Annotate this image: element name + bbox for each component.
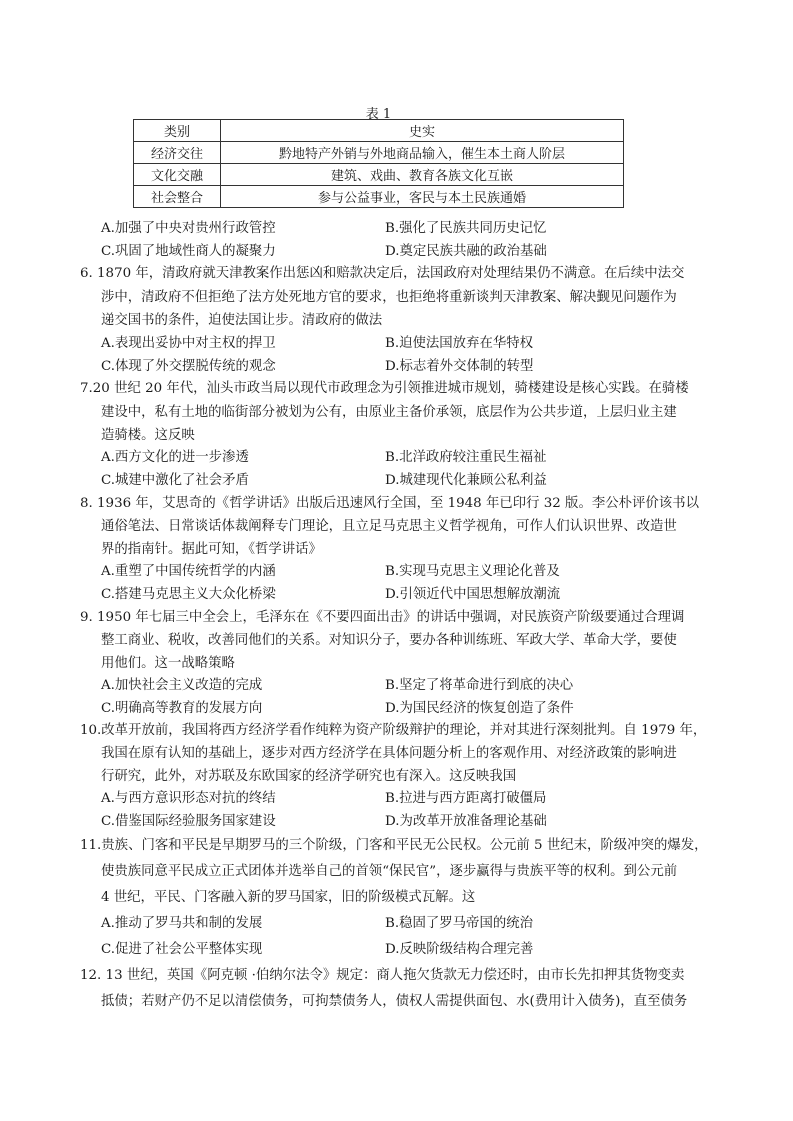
q10-option-a: A.与西方意识形态对抗的终结 (101, 791, 276, 806)
q7-option-a: A.西方文化的进一步渗透 (101, 450, 249, 465)
q6-stem-line: 递交国书的条件，迫使法国让步。清政府的做法 (101, 313, 383, 328)
q6-option-b: B.迫使法国放弃在华特权 (385, 336, 534, 351)
q11-option-d: D.反映阶级结构合理完善 (385, 942, 534, 957)
q10-stem-line: 10.改革开放前，我国将西方经济学看作纯粹为资产阶级辩护的理论，并对其进行深刻批判。自 1979 年， (80, 723, 707, 738)
q11-option-a: A.推动了罗马共和制的发展 (101, 916, 263, 931)
table-cell: 社会整合 (134, 186, 221, 208)
q8-stem-line: 界的指南针。据此可知，《哲学讲话》 (101, 542, 322, 557)
q9-option-a: A.加快社会主义改造的完成 (101, 678, 263, 693)
q10-option-d: D.为改革开放准备理论基础 (385, 814, 547, 829)
q6-stem-line: 涉中，清政府不但拒绝了法方处死地方官的要求，也拒绝将重新谈判天津教案、解决觐见问题作为 (101, 290, 677, 305)
q10-option-b: B.拉进与西方距离打破僵局 (385, 791, 547, 806)
table-cell: 文化交融 (134, 164, 221, 186)
q8-stem-line: 8. 1936 年，艾思奇的《哲学讲话》出版后迅速风行全国，至 1948 年已印行 32 版。李公朴评价该书以 (80, 496, 699, 511)
q8-option-a: A.重塑了中国传统哲学的内涵 (101, 564, 276, 579)
table-header-category: 类别 (134, 120, 221, 142)
q11-option-c: C.促进了社会公平整体实现 (101, 942, 263, 957)
q11-stem-line: 使贵族同意平民成立正式团体并选举自己的首领“保民官”，逐步赢得与贵族平等的权利。到公元前 (101, 864, 678, 879)
table-header-facts: 史实 (221, 120, 624, 142)
q9-stem-line: 用他们。这一战略策略 (101, 656, 235, 671)
table-row (134, 142, 624, 164)
q6-option-a: A.表现出妥协中对主权的捍卫 (101, 336, 276, 351)
q5-option-d: D.奠定民族共融的政治基础 (385, 244, 547, 259)
table-row (134, 164, 624, 186)
q9-stem-line: 整工商业、税收，改善同他们的关系。对知识分子，要办各种训练班、军政大学、革命大学，要使 (101, 633, 677, 648)
q7-option-c: C.城建中激化了社会矛盾 (101, 473, 249, 488)
q8-stem-line: 通俗笔法、日常谈话体裁阐释专门理论，且立足马克思主义哲学视角，可作人们认识世界、改造世 (101, 519, 677, 534)
history-facts-table (133, 119, 624, 208)
table-row (134, 186, 624, 208)
q7-stem-line: 造骑楼。这反映 (101, 428, 195, 443)
q9-stem-line: 9. 1950 年七届三中全会上，毛泽东在《不要四面出击》的讲话中强调，对民族资产阶级要通过合理调 (80, 610, 685, 625)
table-header-row (134, 120, 624, 142)
q5-option-c: C.巩固了地域性商人的凝聚力 (101, 244, 276, 259)
q11-stem-line: 11.贵族、门客和平民是早期罗马的三个阶级，门客和平民无公民权。公元前 5 世纪末，阶级冲突的爆发， (80, 838, 708, 853)
q5-option-a: A.加强了中央对贵州行政管控 (101, 221, 276, 236)
q7-stem-line: 7.20 世纪 20 年代，汕头市政当局以现代市政理念为引领推进城市规划，骑楼建设是核心实践。在骑楼 (80, 381, 689, 396)
q8-option-b: B.实现马克思主义理论化普及 (385, 564, 560, 579)
table-cell: 建筑、戏曲、教育各族文化互嵌 (221, 164, 624, 186)
q10-stem-line: 行研究，此外，对苏联及东欧国家的经济学研究也有深入。这反映我国 (101, 769, 517, 784)
q10-option-c: C.借鉴国际经验服务国家建设 (101, 814, 276, 829)
q11-option-b: B.稳固了罗马帝国的统治 (385, 916, 534, 931)
table-caption: 表 1 (365, 107, 392, 122)
q5-option-b: B.强化了民族共同历史记忆 (385, 221, 547, 236)
q12-stem-line: 12. 13 世纪，英国《阿克顿 ·伯纳尔法令》规定：商人拖欠货款无力偿还时，由市长先扣押其货物变卖 (80, 968, 685, 983)
q9-option-c: C.明确高等教育的发展方向 (101, 701, 263, 716)
table-cell: 经济交往 (134, 142, 221, 164)
q12-stem-line: 抵债；若财产仍不足以清偿债务，可拘禁债务人，债权人需提供面包、水(费用计入债务)，直至债务 (101, 994, 688, 1009)
q6-option-c: C.体现了外交摆脱传统的观念 (101, 359, 276, 374)
q7-option-d: D.城建现代化兼顾公私利益 (385, 473, 547, 488)
q6-option-d: D.标志着外交体制的转型 (385, 359, 534, 374)
q8-option-d: D.引领近代中国思想解放潮流 (385, 587, 561, 602)
table-cell: 参与公益事业，客民与本土民族通婚 (221, 186, 624, 208)
q9-option-b: B.坚定了将革命进行到底的决心 (385, 678, 574, 693)
q8-option-c: C.搭建马克思主义大众化桥梁 (101, 587, 276, 602)
q6-stem-line: 6. 1870 年，清政府就天津教案作出惩凶和赔款决定后，法国政府对处理结果仍不满意。在后续中法交 (80, 266, 685, 281)
q7-option-b: B.北洋政府较注重民生福祉 (385, 450, 547, 465)
table-cell: 黔地特产外销与外地商品输入，催生本土商人阶层 (221, 142, 624, 164)
q10-stem-line: 我国在原有认知的基础上，逐步对西方经济学在具体问题分析上的客观作用、对经济政策的影响进 (101, 746, 677, 761)
q9-option-d: D.为国民经济的恢复创造了条件 (385, 701, 574, 716)
q7-stem-line: 建设中，私有土地的临街部分被划为公有，由原业主备价承领，底层作为公共步道，上层归业主建 (101, 405, 677, 420)
q11-stem-line: 4 世纪，平民、门客融入新的罗马国家，旧的阶级模式瓦解。这 (101, 890, 476, 905)
